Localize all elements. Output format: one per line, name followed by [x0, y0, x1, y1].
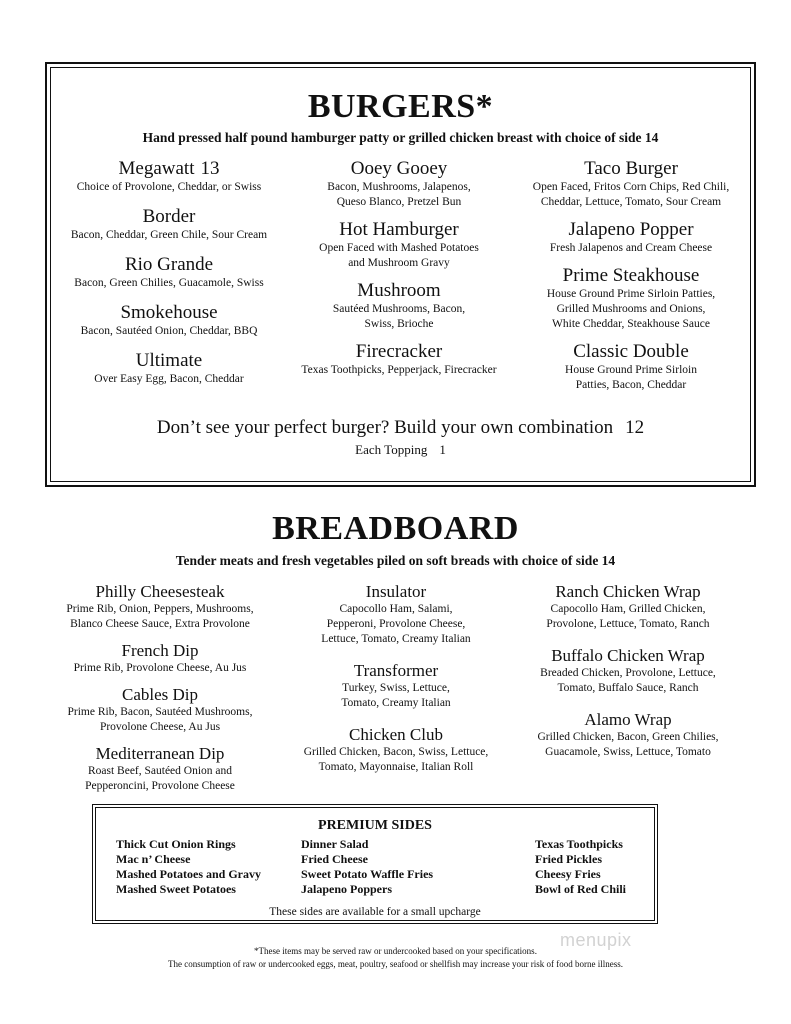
menu-item: [279, 219, 519, 271]
menu-item: [508, 710, 748, 760]
burgers-title: BURGERS*: [307, 88, 494, 125]
burgers-subtitle: Hand pressed half pound hamburger patty or grilled chicken breast with choice of side 14: [142, 130, 659, 145]
item-desc: Bacon, Mushrooms, Jalapenos,: [327, 181, 471, 193]
item-name: Mediterranean Dip: [95, 744, 225, 763]
sides-note: These sides are available for a small upcharge: [269, 906, 481, 918]
item-desc: Blanco Cheese Sauce, Extra Provolone: [70, 618, 250, 630]
item-name: Megawatt: [118, 158, 195, 179]
menu-item: [40, 582, 280, 632]
menu-item: [511, 265, 751, 332]
burgers-section: [45, 62, 756, 487]
item-name: Hot Hamburger: [339, 219, 459, 240]
item-desc: Prime Rib, Onion, Peppers, Mushrooms,: [66, 603, 254, 615]
item-desc: and Mushroom Gravy: [348, 257, 450, 269]
menu-item: [276, 582, 516, 647]
breadboard-title: BREADBOARD: [272, 510, 519, 547]
side-item: Fried Cheese: [301, 852, 368, 866]
build-your-own: [51, 417, 750, 439]
build-price: 12: [625, 417, 645, 438]
footnote-consumption: The consumption of raw or undercooked eggs, meat, poultry, seafood or shellfish may increase your risk of food borne illness.: [167, 959, 624, 969]
menu-item: [276, 725, 516, 775]
item-name: Firecracker: [355, 341, 443, 362]
breadboard-col-1: [40, 582, 280, 794]
item-desc: Bacon, Cheddar, Green Chile, Sour Cream: [70, 229, 268, 241]
item-desc: Grilled Chicken, Bacon, Swiss, Lettuce,: [303, 746, 489, 758]
item-price: 13: [200, 158, 220, 179]
item-desc: Turkey, Swiss, Lettuce,: [342, 682, 450, 694]
item-desc: House Ground Prime Sirloin Patties,: [546, 288, 716, 300]
build-text: Don’t see your perfect burger? Build your own combination: [156, 417, 614, 438]
item-name: Classic Double: [573, 341, 689, 362]
menu-item: [49, 158, 289, 195]
menu-item: [49, 350, 289, 387]
item-desc: Bacon, Green Chilies, Guacamole, Swiss: [74, 277, 264, 289]
item-desc: Capocollo Ham, Grilled Chicken,: [550, 603, 706, 615]
item-desc: Queso Blanco, Pretzel Bun: [336, 196, 462, 208]
side-item: Texas Toothpicks: [535, 837, 623, 851]
side-item: Dinner Salad: [301, 837, 369, 851]
item-desc: Guacamole, Swiss, Lettuce, Tomato: [545, 746, 711, 758]
item-name: Taco Burger: [584, 158, 678, 179]
item-name: Ranch Chicken Wrap: [555, 582, 701, 601]
burgers-col-1: [49, 158, 289, 387]
item-desc: Provolone Cheese, Au Jus: [99, 721, 221, 733]
item-desc: Cheddar, Lettuce, Tomato, Sour Cream: [540, 196, 722, 208]
item-name: Chicken Club: [349, 725, 443, 744]
menu-item: [279, 280, 519, 332]
menu-item: [276, 661, 516, 711]
item-name: Smokehouse: [120, 302, 218, 323]
menu-item: [279, 158, 519, 210]
item-desc: White Cheddar, Steakhouse Sauce: [552, 318, 710, 330]
item-desc: House Ground Prime Sirloin: [565, 364, 697, 376]
item-desc: Capocollo Ham, Salami,: [339, 603, 453, 615]
menu-item: [279, 341, 519, 378]
item-desc: Grilled Mushrooms and Onions,: [556, 303, 706, 315]
item-desc: Tomato, Creamy Italian: [341, 697, 451, 709]
menu-item: [49, 302, 289, 339]
premium-sides-inner-border: [95, 807, 655, 921]
item-desc: Pepperoni, Provolone Cheese,: [326, 618, 466, 630]
side-item: Cheesy Fries: [535, 867, 601, 881]
item-desc: Choice of Provolone, Cheddar, or Swiss: [76, 181, 262, 193]
item-desc: Sautéed Mushrooms, Bacon,: [332, 303, 466, 315]
item-desc: Patties, Bacon, Cheddar: [575, 379, 687, 391]
item-desc: Bacon, Sautéed Onion, Cheddar, BBQ: [80, 325, 258, 337]
item-desc: Prime Rib, Provolone Cheese, Au Jus: [73, 662, 247, 674]
item-desc: Grilled Chicken, Bacon, Green Chilies,: [537, 731, 719, 743]
menu-item: [40, 641, 280, 676]
menu-item: [40, 685, 280, 735]
item-name: Border: [142, 206, 196, 227]
side-item: Sweet Potato Waffle Fries: [301, 867, 434, 881]
item-desc: Pepperoncini, Provolone Cheese: [85, 780, 235, 792]
burgers-col-3: [511, 158, 751, 393]
item-desc: Swiss, Brioche: [364, 318, 434, 330]
item-desc: Over Easy Egg, Bacon, Cheddar: [94, 373, 244, 385]
menupix-watermark: menupix: [560, 930, 632, 950]
each-topping: [51, 442, 750, 458]
item-desc: Tomato, Mayonnaise, Italian Roll: [318, 761, 474, 773]
item-name: Ultimate: [135, 350, 203, 371]
menu-item: [49, 206, 289, 243]
footnote-raw: *These items may be served raw or undercooked based on your specifications.: [254, 946, 537, 956]
sides-col-2: [301, 837, 433, 897]
item-desc: Roast Beef, Sautéed Onion and: [87, 765, 233, 777]
item-name: Ooey Gooey: [350, 158, 448, 179]
item-name: Prime Steakhouse: [562, 265, 700, 286]
item-name: Jalapeno Popper: [568, 219, 694, 240]
menu-item: [508, 582, 748, 632]
item-name: Rio Grande: [124, 254, 214, 275]
menu-item: [511, 341, 751, 393]
breadboard-col-3: [508, 582, 748, 760]
sides-col-3: [535, 837, 626, 897]
menu-item: [49, 254, 289, 291]
side-item: Mac n’ Cheese: [116, 852, 191, 866]
menu-item: [511, 219, 751, 256]
side-item: Thick Cut Onion Rings: [116, 837, 236, 851]
item-name: Alamo Wrap: [584, 710, 672, 729]
breadboard-section: [0, 510, 791, 800]
item-desc: Fresh Jalapenos and Cream Cheese: [549, 242, 713, 254]
side-item: Mashed Potatoes and Gravy: [116, 867, 261, 881]
item-desc: Prime Rib, Bacon, Sautéed Mushrooms,: [67, 706, 253, 718]
item-desc: Tomato, Buffalo Sauce, Ranch: [557, 682, 699, 694]
breadboard-col-2: [276, 582, 516, 775]
side-item: Jalapeno Poppers: [301, 882, 393, 896]
item-desc: Breaded Chicken, Provolone, Lettuce,: [540, 667, 716, 679]
item-name: Insulator: [365, 582, 427, 601]
item-name: Philly Cheesesteak: [95, 582, 225, 601]
premium-sides-box: [92, 804, 658, 924]
item-desc: Texas Toothpicks, Pepperjack, Firecracker: [301, 364, 497, 376]
burgers-inner-border: [50, 67, 751, 482]
menu-item: [508, 646, 748, 696]
item-desc: Open Faced with Mashed Potatoes: [319, 242, 479, 254]
item-name: Buffalo Chicken Wrap: [551, 646, 705, 665]
breadboard-subtitle: Tender meats and fresh vegetables piled on soft breads with choice of side 14: [175, 553, 616, 568]
burgers-col-2: [279, 158, 519, 378]
sides-col-1: [116, 837, 261, 897]
menu-item: [511, 158, 751, 210]
item-desc: Open Faced, Fritos Corn Chips, Red Chili,: [532, 181, 730, 193]
side-item: Bowl of Red Chili: [535, 882, 627, 896]
topping-price: 1: [439, 442, 446, 457]
topping-text: Each Topping: [355, 442, 428, 457]
side-item: Mashed Sweet Potatoes: [116, 882, 236, 896]
item-name: French Dip: [121, 641, 199, 660]
item-name: Mushroom: [357, 280, 441, 301]
side-item: Fried Pickles: [535, 852, 602, 866]
menu-item: [40, 744, 280, 794]
item-name: Transformer: [353, 661, 439, 680]
item-name: Cables Dip: [121, 685, 199, 704]
item-desc: Provolone, Lettuce, Tomato, Ranch: [546, 618, 710, 630]
premium-sides-title: PREMIUM SIDES: [318, 818, 432, 833]
item-desc: Lettuce, Tomato, Creamy Italian: [321, 633, 471, 645]
